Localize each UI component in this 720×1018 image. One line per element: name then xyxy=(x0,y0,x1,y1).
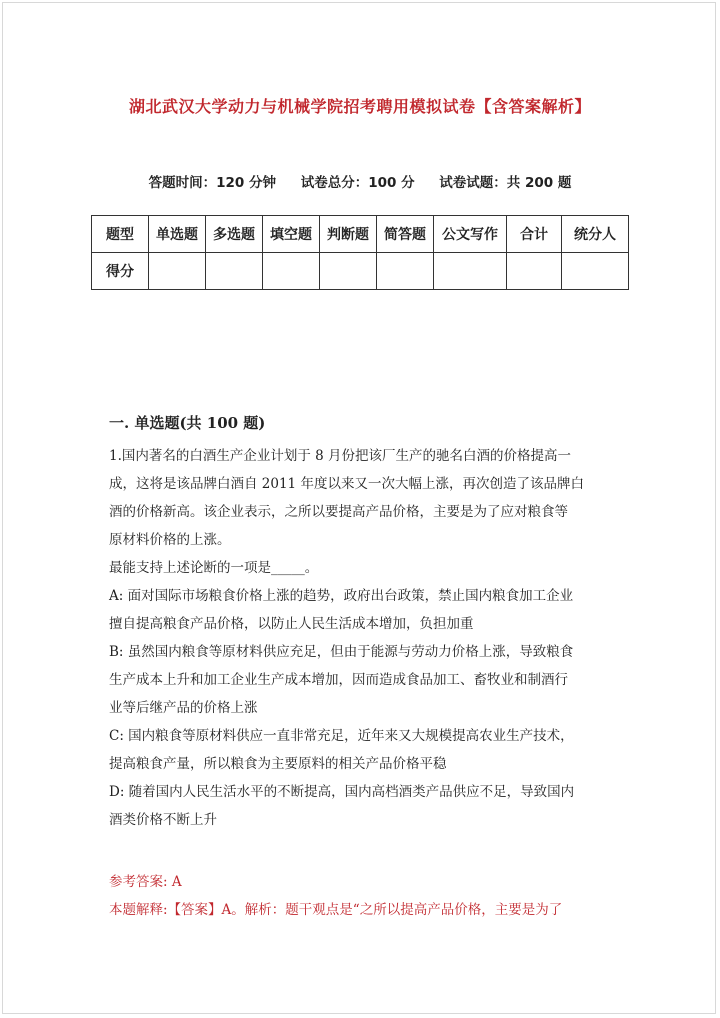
option-b-line: 生产成本上升和加工企业生产成本增加，因而造成食品加工、畜牧业和制酒行 xyxy=(109,672,568,688)
question-stem-line: 成，这将是该品牌白酒自 2011 年度以来又一次大幅上涨，再次创造了该品牌白 xyxy=(109,476,584,492)
option-d-line: D: 随着国内人民生活水平的不断提高，国内高档酒类产品供应不足，导致国内 xyxy=(109,784,575,800)
score-table-score-row xyxy=(92,253,629,290)
question-stem-line: 原材料价格的上涨。 xyxy=(109,532,231,548)
question-stem-line: 酒的价格新高。该企业表示，之所以要提高产品价格，主要是为了应对粮食等 xyxy=(109,504,568,520)
option-c-line: 提高粮食产量，所以粮食为主要原料的相关产品价格平稳 xyxy=(109,756,447,772)
score-header-cell: 合计 xyxy=(507,216,562,253)
score-header-cell: 多选题 xyxy=(206,216,263,253)
question-prompt: 最能支持上述论断的一项是_____。 xyxy=(109,560,319,576)
score-cell xyxy=(377,253,434,290)
score-row-label: 得分 xyxy=(92,253,149,290)
option-a-line: 擅自提高粮食产品价格，以防止人民生活成本增加，负担加重 xyxy=(109,616,474,632)
option-d-line: 酒类价格不断上升 xyxy=(109,812,217,828)
score-header-cell: 判断题 xyxy=(320,216,377,253)
exam-meta xyxy=(0,171,720,191)
reference-answer: 参考答案: A xyxy=(109,874,182,890)
answer-explanation: 本题解释:【答案】A。解析：题干观点是“之所以提高产品价格，主要是为了 xyxy=(109,902,563,918)
section-heading: 一. 单选题(共 100 题) xyxy=(109,414,266,432)
score-header-cell: 单选题 xyxy=(149,216,206,253)
score-header-cell: 题型 xyxy=(92,216,149,253)
option-b-line: 业等后继产品的价格上涨 xyxy=(109,700,258,716)
question-1 xyxy=(109,442,614,834)
exam-total-score: 试卷总分：100 分 xyxy=(300,175,415,191)
option-a-line: A: 面对国际市场粮食价格上涨的趋势，政府出台政策，禁止国内粮食加工企业 xyxy=(109,588,574,604)
score-table-header-row xyxy=(92,216,629,253)
score-cell xyxy=(507,253,562,290)
score-cell xyxy=(320,253,377,290)
option-b-line: B: 虽然国内粮食等原材料供应充足，但由于能源与劳动力价格上涨，导致粮食 xyxy=(109,644,574,660)
score-table xyxy=(91,215,629,290)
score-cell xyxy=(434,253,507,290)
question-stem-line: 1.国内著名的白酒生产企业计划于 8 月份把该厂生产的驰名白酒的价格提高一 xyxy=(109,448,572,464)
score-header-cell: 简答题 xyxy=(377,216,434,253)
score-cell xyxy=(562,253,629,290)
exam-question-count: 试卷试题：共 200 题 xyxy=(439,175,572,191)
score-cell xyxy=(263,253,320,290)
exam-time: 答题时间：120 分钟 xyxy=(148,175,276,191)
score-header-cell: 填空题 xyxy=(263,216,320,253)
option-c-line: C: 国内粮食等原材料供应一直非常充足，近年来又大规模提高农业生产技术， xyxy=(109,728,574,744)
answer-block xyxy=(109,868,614,924)
page-title: 湖北武汉大学动力与机械学院招考聘用模拟试卷【含答案解析】 xyxy=(128,97,591,116)
score-cell xyxy=(206,253,263,290)
score-cell xyxy=(149,253,206,290)
score-header-cell: 公文写作 xyxy=(434,216,507,253)
score-header-cell: 统分人 xyxy=(562,216,629,253)
